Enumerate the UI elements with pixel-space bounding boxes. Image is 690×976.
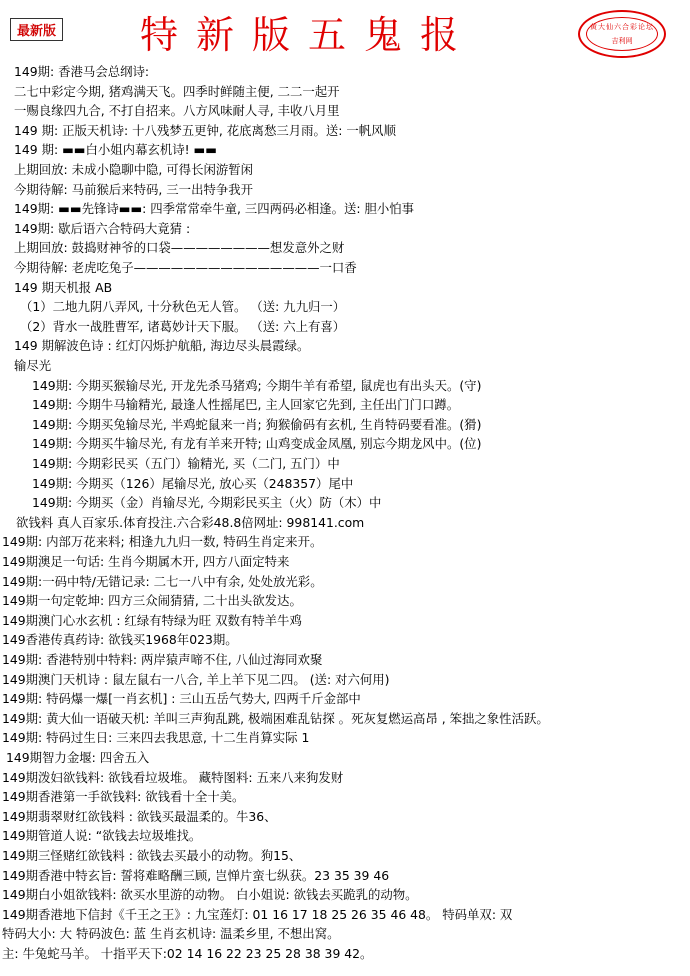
text-line: 149期: 今期彩民买（五门）输精光, 买（二门, 五门）中: [32, 456, 340, 471]
text-line: 149期泼妇欲钱料: 欲钱看垃圾堆。 藏特图料: 五来八来狗发财: [2, 769, 344, 785]
text-line: 149期: 今期买（金）肖输尽光, 今期彩民买主（火）防（木）中: [32, 495, 382, 511]
text-line: 输尽光: [14, 358, 52, 373]
page-title: 特新版五鬼报: [140, 13, 477, 57]
text-line: 149期: 内部万花来料; 相逢九九归一数, 特码生肖定来开。: [2, 534, 323, 550]
text-line: 149期: 今期牛马输精光, 最逢人性摇尾巴, 主人回家它先到, 主任出门门口蹲。: [32, 397, 460, 413]
text-line: 149期三怪赌红欲钱料 : 欲钱去买最小的动物。狗15、: [2, 848, 302, 863]
text-line: 149期翡翠财红欲钱料 : 欲钱买最温柔的。牛36、: [2, 808, 277, 824]
text-line: 特码大小: 大 特码波色: 蓝 生肖玄机诗: 温柔乡里, 不想出窝。: [2, 926, 340, 942]
text-line: 149 期天机报 AB: [14, 279, 113, 295]
text-line: 149期香港第一手欲钱料: 欲钱看十全十美。: [2, 789, 245, 805]
text-line: 149期: ▬▬先锋诗▬▬: 四季常常牵牛童, 三四两码必相逢。送: 胆小怕事: [14, 201, 415, 217]
text-line: 一赐良缘四九合, 不打自招来。八方风味耐人寻, 丰收八月里: [14, 103, 340, 119]
text-line: 149期: 特码过生日: 三来四去我思意, 十二生肖算实际 1: [2, 730, 310, 746]
text-line: 149期澳门心水玄机 : 红绿有特绿为旺 双数有特羊牛鸡: [2, 612, 302, 628]
text-line: 149期: 香港特别中特料: 两岸猿声啼不住, 八仙过海同欢聚: [2, 652, 323, 667]
text-line: 149 期: ▬▬白小姐内幕玄机诗! ▬▬: [14, 142, 217, 158]
text-line: 149期: 今期买猴输尽光, 开龙先杀马猪鸡; 今期牛羊有希望, 鼠虎也有出头天。(守): [32, 377, 482, 393]
text-line: 149期管道人说: “欲钱去垃圾堆找。: [2, 828, 202, 844]
seal-stamp: [578, 10, 666, 58]
text-line: 上期回放: 未成小隐聊中隐, 可得长闲游暂闲: [14, 162, 254, 177]
text-line: 上期回放: 鼓捣财神爷的口袋————————想发意外之财: [14, 240, 345, 256]
text-line: 149 期: 正版天机诗: 十八残梦五更钟, 花底离愁三月雨。送: 一帆风顺: [14, 122, 396, 138]
text-line: 149香港传真药诗: 欲钱买1968年023期。: [2, 632, 238, 648]
text-line: 149期:一码中特/无错记录: 二七一八中有余, 处处放光彩。: [2, 573, 323, 589]
text-line: 149期: 今期买兔输尽光, 半鸡蛇鼠来一肖; 狗猴偷码有玄机, 生肖特码要看准。(猾): [32, 416, 482, 432]
text-line: 149期: 黄大仙一语破天机: 羊叫三声狗乱跳, 极端困难乱钻探 。死灰复燃运高昂 , 笨拙之象性活跃。: [2, 710, 549, 726]
text-line: （1）二地九阴八弄风, 十分秋色无人管。 （送: 九九归一）: [20, 299, 346, 315]
text-line: 149期白小姐欲钱料: 欲买水里游的动物。 白小姐说: 欲钱去买跪乳的动物。: [2, 887, 418, 903]
text-line: 149期: 歇后语六合特码大竟猜 :: [14, 220, 191, 236]
text-line: 149期智力金堰: 四舍五入: [6, 750, 150, 765]
text-line: 149 期解波色诗 : 红灯闪烁护航船, 海边尽头晨霞绿。: [14, 338, 310, 354]
text-line: 149期香港中特玄旨: 誓将难略酬三顾, 岂惮片蛮七纵获。23 35 39 46: [2, 867, 390, 883]
text-line: 149期澳足一句话: 生肖今期属木开, 四方八面定特来: [2, 554, 290, 569]
text-line: 今期待解: 老虎吃兔子———————————————一口香: [14, 260, 357, 275]
text-line: 149期: 今期买（126）尾输尽光, 放心买（248357）尾中: [32, 475, 354, 491]
text-line: 149期澳门天机诗 : 鼠左鼠右一八合, 羊上羊下见二四。 (送: 对六何用): [2, 671, 390, 687]
text-line: 二七中彩定今期, 猪鸡满天飞。四季时鲜随主便, 二二一起开: [14, 83, 340, 99]
edition-badge: 最新版: [10, 18, 63, 41]
seal-text-top: 黄大仙六合彩论坛: [590, 23, 654, 31]
text-line: 149期香港地下信封《千王之王》: 九宝莲灯: 01 16 17 18 25 26 35 46 48。 特码单双: 双: [2, 906, 513, 922]
text-line: 欲钱料 真人百家乐.体育投注.六合彩48.8倍网址: 998141.com: [16, 514, 365, 530]
text-line: 今期待解: 马前猴后来特码, 三一出特争我开: [14, 181, 254, 197]
text-line: 149期: 特码爆一爆[一肖玄机] : 三山五岳气势大, 四两千斤金部中: [2, 691, 361, 707]
seal-text-bottom: 吉利网: [611, 37, 633, 45]
text-line: 149期: 香港马会总纲诗:: [14, 64, 150, 79]
text-line: 149期: 今期买牛输尽光, 有龙有羊来开特; 山鸡变成金凤凰, 别忘今期龙风中。(位): [32, 436, 482, 452]
text-line: （2）背水一战胜曹军, 诸葛妙计天下服。 （送: 六上有喜）: [20, 318, 346, 334]
text-line: 主: 牛兔蛇马羊。 十指平天下:02 14 16 22 23 25 28 38 39 42。: [2, 946, 373, 961]
text-line: 149期一句定乾坤: 四方三众闹猜猜, 二十出头欲发达。: [2, 593, 302, 609]
